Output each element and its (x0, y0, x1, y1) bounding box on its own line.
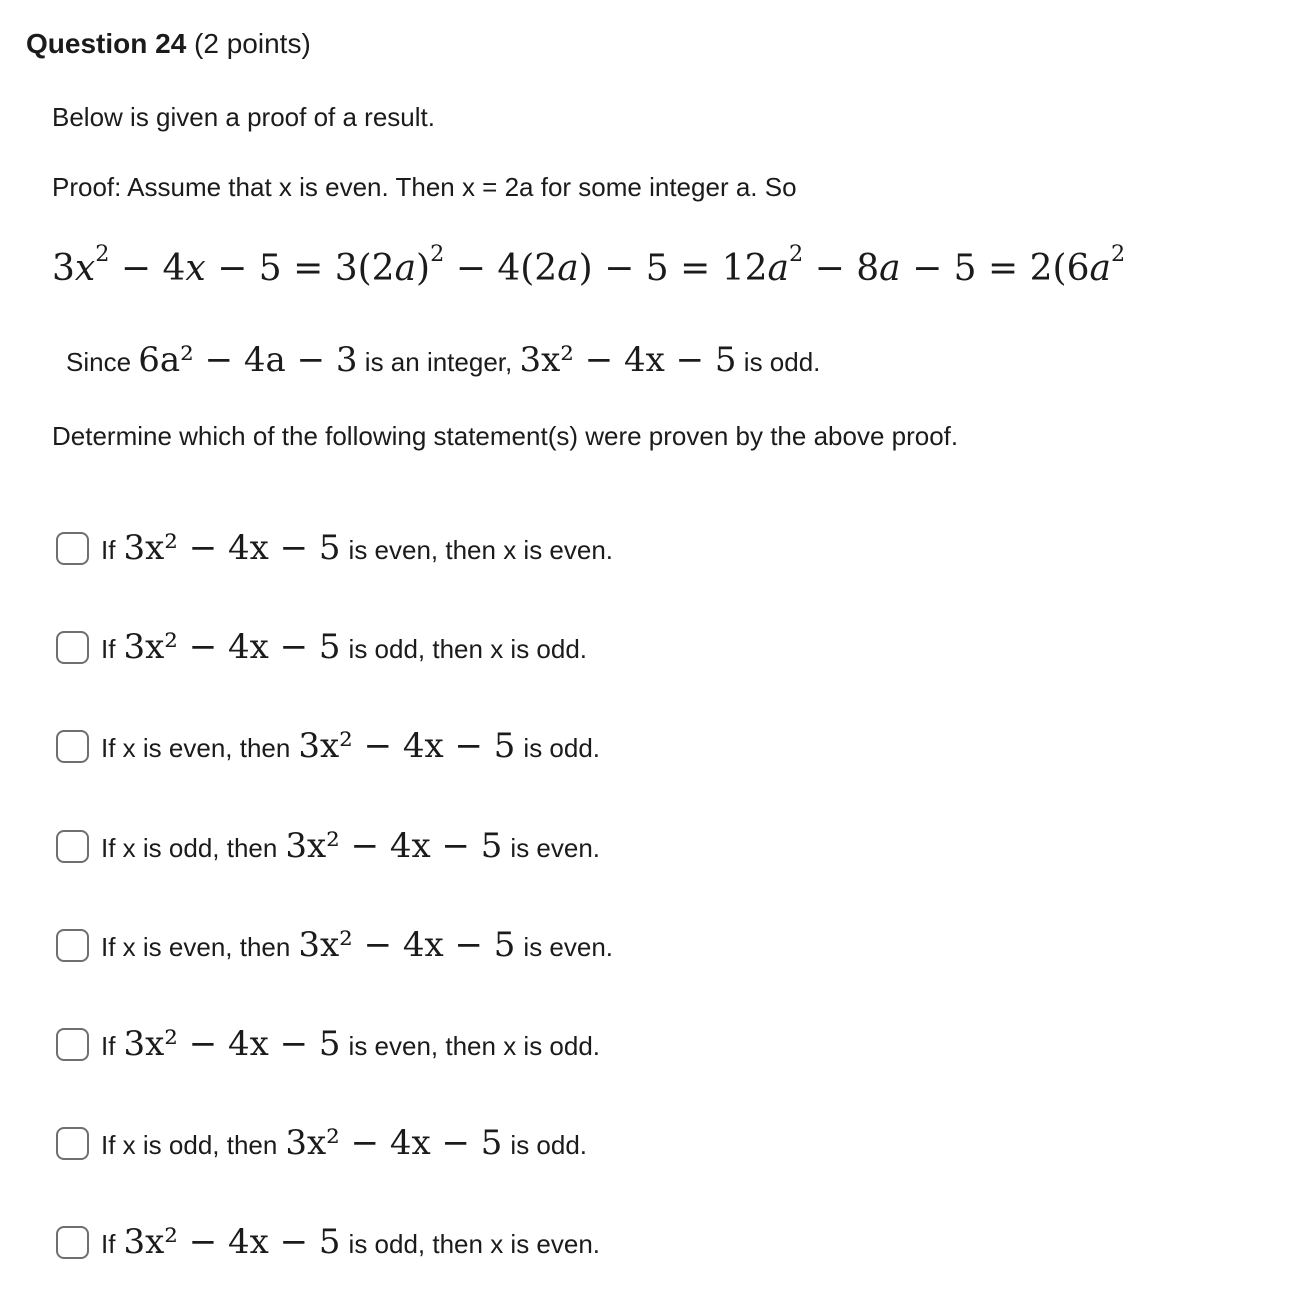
since-line (66, 340, 820, 380)
option-post: is odd, then x is odd. (348, 634, 588, 664)
option-math: 3x² − 4x − 5 (298, 726, 516, 766)
option-math: 3x² − 4x − 5 (123, 1024, 341, 1064)
option-6-label (101, 1024, 600, 1064)
option-math: 3x² − 4x − 5 (123, 1222, 341, 1262)
option-2-label (101, 627, 587, 667)
option-pre: If x is even, then (101, 932, 291, 962)
option-math: 3x² − 4x − 5 (285, 1123, 503, 1163)
option-3-label (101, 726, 600, 766)
since-math-2: 3x² − 4x − 5 (519, 340, 737, 380)
proof-statement: Proof: Assume that x is even. Then x = 2a for some integer a. So (52, 172, 797, 202)
option-7[interactable] (56, 1123, 587, 1163)
since-middle: is an integer, (364, 347, 513, 377)
since-suffix: is odd. (743, 347, 821, 377)
option-8[interactable] (56, 1222, 600, 1262)
option-pre: If x is odd, then (101, 833, 278, 863)
option-math: 3x² − 4x − 5 (298, 925, 516, 965)
checkbox-option-2[interactable] (56, 631, 89, 664)
option-pre: If (101, 1229, 116, 1259)
proof-equation: $3x^2 - 4x - 5 = 3(2a)^2 - 4(2a) - 5 = 12a^2 - 8a - 5 = 2(6a^2$ (52, 241, 1126, 289)
option-1[interactable] (56, 528, 613, 568)
option-post: is odd. (510, 1130, 588, 1160)
option-5[interactable] (56, 925, 613, 965)
option-post: is even, then x is odd. (348, 1031, 601, 1061)
option-6[interactable] (56, 1024, 600, 1064)
question-prompt: Determine which of the following statement(s) were proven by the above proof. (52, 421, 959, 451)
option-pre: If x is even, then (101, 733, 291, 763)
option-5-label (101, 925, 613, 965)
checkbox-option-8[interactable] (56, 1226, 89, 1259)
option-post: is even, then x is even. (348, 535, 614, 565)
checkbox-option-6[interactable] (56, 1028, 89, 1061)
option-pre: If (101, 634, 116, 664)
intro-text: Below is given a proof of a result. (52, 102, 435, 132)
option-post: is odd. (523, 733, 601, 763)
since-math-1: 6a² − 4a − 3 (138, 340, 358, 380)
question-number: Question 24 (26, 28, 187, 59)
option-math: 3x² − 4x − 5 (285, 826, 503, 866)
since-prefix: Since (66, 347, 132, 377)
checkbox-option-1[interactable] (56, 532, 89, 565)
question-header (26, 28, 311, 60)
option-pre: If x is odd, then (101, 1130, 278, 1160)
question-points: (2 points) (194, 28, 311, 59)
checkbox-option-7[interactable] (56, 1127, 89, 1160)
option-math: 3x² − 4x − 5 (123, 627, 341, 667)
checkbox-option-3[interactable] (56, 730, 89, 763)
option-post: is even. (523, 932, 614, 962)
option-3[interactable] (56, 726, 600, 766)
option-math: 3x² − 4x − 5 (123, 528, 341, 568)
option-8-label (101, 1222, 600, 1262)
checkbox-option-4[interactable] (56, 830, 89, 863)
option-7-label (101, 1123, 587, 1163)
option-2[interactable] (56, 627, 587, 667)
checkbox-option-5[interactable] (56, 929, 89, 962)
option-4[interactable] (56, 826, 600, 866)
option-post: is odd, then x is even. (348, 1229, 601, 1259)
option-pre: If (101, 535, 116, 565)
option-1-label (101, 528, 613, 568)
option-pre: If (101, 1031, 116, 1061)
option-post: is even. (510, 833, 601, 863)
option-4-label (101, 826, 600, 866)
